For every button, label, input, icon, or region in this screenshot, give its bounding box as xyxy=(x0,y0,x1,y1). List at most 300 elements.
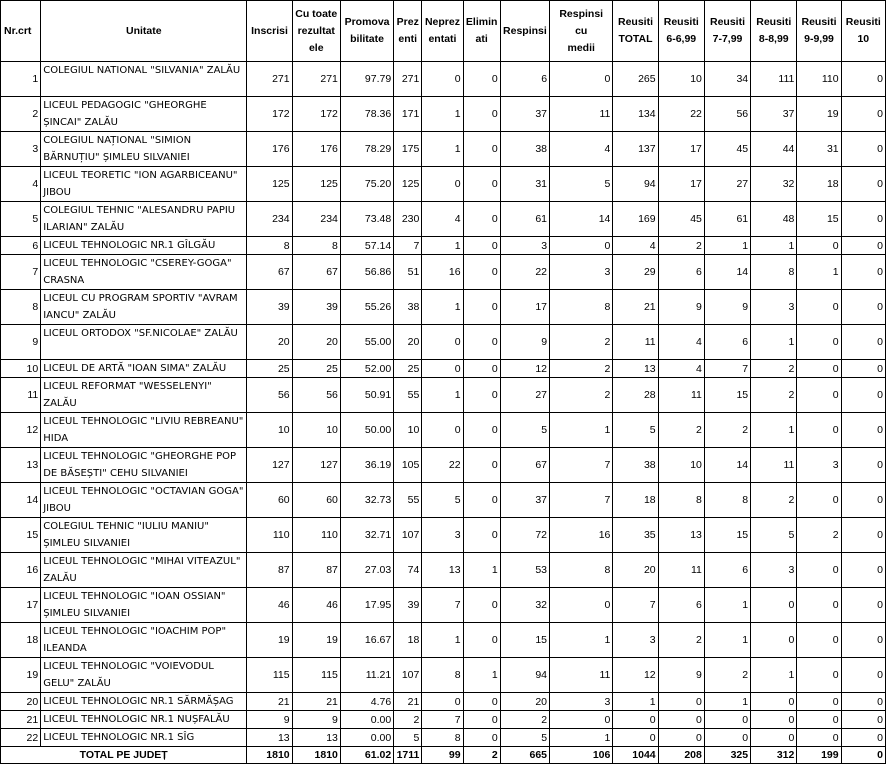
cell-r6: 9 xyxy=(658,290,704,325)
cell-r6: 0 xyxy=(658,729,704,747)
total-prezenti: 1711 xyxy=(394,747,422,764)
cell-r10: 0 xyxy=(841,588,885,623)
cell-r8: 37 xyxy=(751,97,797,132)
cell-r7: 6 xyxy=(704,553,750,588)
cell-eliminati: 0 xyxy=(463,132,500,167)
cell-r8: 1 xyxy=(751,237,797,255)
cell-eliminati: 0 xyxy=(463,413,500,448)
cell-neprezentati: 7 xyxy=(422,588,463,623)
header-unitate: Unitate xyxy=(41,1,247,62)
table-row xyxy=(1,378,886,413)
total-r9: 199 xyxy=(797,747,841,764)
cell-r10: 0 xyxy=(841,255,885,290)
cell-r10: 0 xyxy=(841,448,885,483)
cell-nr: 4 xyxy=(1,167,41,202)
cell-r9: 0 xyxy=(797,588,841,623)
cell-unitate: LICEUL ORTODOX "SF.NICOLAE" ZALĂU xyxy=(41,325,247,360)
cell-respinsi: 61 xyxy=(500,202,549,237)
cell-r6: 2 xyxy=(658,623,704,658)
cell-prezenti: 18 xyxy=(394,623,422,658)
cell-r6: 8 xyxy=(658,483,704,518)
cell-r8: 2 xyxy=(751,378,797,413)
cell-r7: 14 xyxy=(704,448,750,483)
table-row xyxy=(1,202,886,237)
cell-cu-toate: 176 xyxy=(292,132,340,167)
cell-r7: 7 xyxy=(704,360,750,378)
cell-cu-toate: 56 xyxy=(292,378,340,413)
cell-eliminati: 0 xyxy=(463,237,500,255)
cell-r9: 0 xyxy=(797,658,841,693)
table-row xyxy=(1,623,886,658)
cell-cu-toate: 9 xyxy=(292,711,340,729)
cell-r9: 0 xyxy=(797,290,841,325)
cell-respinsi-medii: 2 xyxy=(550,360,613,378)
cell-cu-toate: 21 xyxy=(292,693,340,711)
cell-r6: 0 xyxy=(658,711,704,729)
cell-prezenti: 271 xyxy=(394,62,422,97)
cell-nr: 15 xyxy=(1,518,41,553)
cell-respinsi-medii: 4 xyxy=(550,132,613,167)
header-r6: Reusiti 6-6,99 xyxy=(658,1,704,62)
cell-cu-toate: 13 xyxy=(292,729,340,747)
cell-respinsi: 5 xyxy=(500,413,549,448)
cell-respinsi: 27 xyxy=(500,378,549,413)
cell-r10: 0 xyxy=(841,483,885,518)
cell-eliminati: 0 xyxy=(463,62,500,97)
cell-unitate: LICEUL TEHNOLOGIC "CSEREY-GOGA" CRASNA xyxy=(41,255,247,290)
cell-inscrisi: 39 xyxy=(247,290,292,325)
table-row xyxy=(1,97,886,132)
cell-unitate: LICEUL TEHNOLOGIC NR.1 NUȘFALĂU xyxy=(41,711,247,729)
cell-neprezentati: 1 xyxy=(422,378,463,413)
cell-neprezentati: 1 xyxy=(422,290,463,325)
cell-respinsi: 22 xyxy=(500,255,549,290)
cell-r6: 17 xyxy=(658,167,704,202)
cell-respinsi: 37 xyxy=(500,483,549,518)
cell-cu-toate: 46 xyxy=(292,588,340,623)
cell-r8: 32 xyxy=(751,167,797,202)
cell-respinsi-medii: 0 xyxy=(550,711,613,729)
cell-eliminati: 0 xyxy=(463,588,500,623)
cell-r8: 11 xyxy=(751,448,797,483)
cell-respinsi: 3 xyxy=(500,237,549,255)
cell-prezenti: 55 xyxy=(394,483,422,518)
cell-inscrisi: 115 xyxy=(247,658,292,693)
cell-cu-toate: 87 xyxy=(292,553,340,588)
cell-promovabilitate: 50.91 xyxy=(340,378,393,413)
header-r8: Reusiti 8-8,99 xyxy=(751,1,797,62)
cell-r6: 10 xyxy=(658,62,704,97)
cell-prezenti: 125 xyxy=(394,167,422,202)
cell-promovabilitate: 57.14 xyxy=(340,237,393,255)
header-neprezentati: Neprez entati xyxy=(422,1,463,62)
cell-respinsi-medii: 0 xyxy=(550,237,613,255)
cell-unitate: LICEUL DE ARTĂ "IOAN SIMA" ZALĂU xyxy=(41,360,247,378)
cell-nr: 11 xyxy=(1,378,41,413)
header-promovabilitate: Promova bilitate xyxy=(340,1,393,62)
cell-reusiti-total: 12 xyxy=(613,658,658,693)
cell-respinsi: 37 xyxy=(500,97,549,132)
cell-r6: 6 xyxy=(658,255,704,290)
cell-inscrisi: 8 xyxy=(247,237,292,255)
cell-prezenti: 105 xyxy=(394,448,422,483)
cell-nr: 13 xyxy=(1,448,41,483)
cell-cu-toate: 110 xyxy=(292,518,340,553)
cell-r6: 22 xyxy=(658,97,704,132)
cell-neprezentati: 0 xyxy=(422,693,463,711)
cell-r7: 14 xyxy=(704,255,750,290)
cell-unitate: LICEUL TEHNOLOGIC "VOIEVODUL GELU" ZALĂU xyxy=(41,658,247,693)
cell-nr: 17 xyxy=(1,588,41,623)
cell-nr: 2 xyxy=(1,97,41,132)
cell-r6: 11 xyxy=(658,553,704,588)
cell-r7: 27 xyxy=(704,167,750,202)
cell-r8: 0 xyxy=(751,729,797,747)
cell-respinsi-medii: 2 xyxy=(550,378,613,413)
cell-reusiti-total: 20 xyxy=(613,553,658,588)
cell-nr: 22 xyxy=(1,729,41,747)
cell-r8: 111 xyxy=(751,62,797,97)
cell-nr: 14 xyxy=(1,483,41,518)
cell-cu-toate: 234 xyxy=(292,202,340,237)
cell-reusiti-total: 21 xyxy=(613,290,658,325)
cell-respinsi-medii: 11 xyxy=(550,97,613,132)
cell-neprezentati: 5 xyxy=(422,483,463,518)
cell-prezenti: 7 xyxy=(394,237,422,255)
cell-neprezentati: 1 xyxy=(422,623,463,658)
table-row xyxy=(1,693,886,711)
cell-nr: 21 xyxy=(1,711,41,729)
cell-inscrisi: 60 xyxy=(247,483,292,518)
cell-r7: 61 xyxy=(704,202,750,237)
cell-respinsi-medii: 3 xyxy=(550,255,613,290)
cell-eliminati: 0 xyxy=(463,255,500,290)
total-promovabilitate: 61.02 xyxy=(340,747,393,764)
cell-respinsi-medii: 1 xyxy=(550,729,613,747)
cell-neprezentati: 4 xyxy=(422,202,463,237)
cell-r7: 1 xyxy=(704,623,750,658)
cell-eliminati: 1 xyxy=(463,553,500,588)
cell-neprezentati: 0 xyxy=(422,413,463,448)
cell-r7: 2 xyxy=(704,413,750,448)
table-row xyxy=(1,290,886,325)
cell-respinsi: 67 xyxy=(500,448,549,483)
cell-prezenti: 171 xyxy=(394,97,422,132)
cell-eliminati: 0 xyxy=(463,729,500,747)
cell-reusiti-total: 5 xyxy=(613,413,658,448)
cell-r9: 0 xyxy=(797,693,841,711)
cell-respinsi: 53 xyxy=(500,553,549,588)
cell-neprezentati: 22 xyxy=(422,448,463,483)
cell-prezenti: 20 xyxy=(394,325,422,360)
cell-r9: 0 xyxy=(797,553,841,588)
cell-r7: 1 xyxy=(704,588,750,623)
cell-r9: 0 xyxy=(797,711,841,729)
cell-respinsi-medii: 1 xyxy=(550,413,613,448)
cell-respinsi: 12 xyxy=(500,360,549,378)
cell-prezenti: 2 xyxy=(394,711,422,729)
cell-r6: 13 xyxy=(658,518,704,553)
cell-nr: 6 xyxy=(1,237,41,255)
total-cu-toate: 1810 xyxy=(292,747,340,764)
cell-eliminati: 0 xyxy=(463,167,500,202)
cell-unitate: LICEUL TEHNOLOGIC "OCTAVIAN GOGA" JIBOU xyxy=(41,483,247,518)
cell-prezenti: 51 xyxy=(394,255,422,290)
cell-r9: 0 xyxy=(797,623,841,658)
cell-reusiti-total: 7 xyxy=(613,588,658,623)
cell-inscrisi: 21 xyxy=(247,693,292,711)
table-row xyxy=(1,711,886,729)
cell-prezenti: 10 xyxy=(394,413,422,448)
cell-promovabilitate: 56.86 xyxy=(340,255,393,290)
cell-inscrisi: 271 xyxy=(247,62,292,97)
cell-prezenti: 39 xyxy=(394,588,422,623)
cell-r6: 2 xyxy=(658,413,704,448)
cell-inscrisi: 10 xyxy=(247,413,292,448)
cell-r6: 17 xyxy=(658,132,704,167)
cell-respinsi: 72 xyxy=(500,518,549,553)
cell-r8: 44 xyxy=(751,132,797,167)
table-row xyxy=(1,413,886,448)
cell-inscrisi: 19 xyxy=(247,623,292,658)
cell-nr: 12 xyxy=(1,413,41,448)
cell-r10: 0 xyxy=(841,378,885,413)
cell-r10: 0 xyxy=(841,413,885,448)
cell-r8: 8 xyxy=(751,255,797,290)
cell-r10: 0 xyxy=(841,97,885,132)
cell-cu-toate: 127 xyxy=(292,448,340,483)
cell-r10: 0 xyxy=(841,290,885,325)
cell-promovabilitate: 75.20 xyxy=(340,167,393,202)
cell-cu-toate: 39 xyxy=(292,290,340,325)
cell-unitate: LICEUL REFORMAT "WESSELENYI" ZALĂU xyxy=(41,378,247,413)
cell-nr: 20 xyxy=(1,693,41,711)
cell-respinsi-medii: 0 xyxy=(550,62,613,97)
cell-r9: 0 xyxy=(797,360,841,378)
cell-promovabilitate: 55.26 xyxy=(340,290,393,325)
cell-neprezentati: 16 xyxy=(422,255,463,290)
cell-r9: 31 xyxy=(797,132,841,167)
cell-r6: 2 xyxy=(658,237,704,255)
cell-eliminati: 0 xyxy=(463,97,500,132)
cell-unitate: COLEGIUL NAȚIONAL "SIMION BĂRNUȚIU" ȘIMLEU SILVANIEI xyxy=(41,132,247,167)
cell-r6: 9 xyxy=(658,658,704,693)
cell-r10: 0 xyxy=(841,202,885,237)
cell-inscrisi: 127 xyxy=(247,448,292,483)
cell-reusiti-total: 1 xyxy=(613,693,658,711)
cell-unitate: LICEUL PEDAGOGIC "GHEORGHE ȘINCAI" ZALĂU xyxy=(41,97,247,132)
cell-r10: 0 xyxy=(841,711,885,729)
cell-inscrisi: 172 xyxy=(247,97,292,132)
cell-eliminati: 0 xyxy=(463,202,500,237)
cell-nr: 10 xyxy=(1,360,41,378)
cell-promovabilitate: 16.67 xyxy=(340,623,393,658)
cell-promovabilitate: 32.73 xyxy=(340,483,393,518)
cell-r9: 0 xyxy=(797,325,841,360)
table-body xyxy=(1,62,886,747)
cell-prezenti: 107 xyxy=(394,518,422,553)
total-r7: 325 xyxy=(704,747,750,764)
cell-inscrisi: 9 xyxy=(247,711,292,729)
cell-unitate: LICEUL CU PROGRAM SPORTIV "AVRAM IANCU" ZALĂU xyxy=(41,290,247,325)
header-nr: Nr.crt xyxy=(1,1,41,62)
cell-r9: 18 xyxy=(797,167,841,202)
cell-r8: 0 xyxy=(751,588,797,623)
cell-eliminati: 0 xyxy=(463,623,500,658)
cell-promovabilitate: 27.03 xyxy=(340,553,393,588)
cell-reusiti-total: 29 xyxy=(613,255,658,290)
cell-respinsi: 5 xyxy=(500,729,549,747)
cell-respinsi-medii: 8 xyxy=(550,553,613,588)
cell-unitate: COLEGIUL NATIONAL "SILVANIA" ZALĂU xyxy=(41,62,247,97)
cell-nr: 9 xyxy=(1,325,41,360)
cell-respinsi: 32 xyxy=(500,588,549,623)
table-row xyxy=(1,132,886,167)
cell-cu-toate: 172 xyxy=(292,97,340,132)
cell-promovabilitate: 52.00 xyxy=(340,360,393,378)
cell-r7: 6 xyxy=(704,325,750,360)
cell-r6: 4 xyxy=(658,360,704,378)
cell-inscrisi: 125 xyxy=(247,167,292,202)
total-r10: 0 xyxy=(841,747,885,764)
cell-promovabilitate: 78.29 xyxy=(340,132,393,167)
cell-neprezentati: 7 xyxy=(422,711,463,729)
cell-inscrisi: 20 xyxy=(247,325,292,360)
cell-r9: 0 xyxy=(797,729,841,747)
header-r9: Reusiti 9-9,99 xyxy=(797,1,841,62)
cell-cu-toate: 67 xyxy=(292,255,340,290)
cell-reusiti-total: 169 xyxy=(613,202,658,237)
cell-r9: 110 xyxy=(797,62,841,97)
cell-unitate: LICEUL TEHNOLOGIC NR.1 SÎG xyxy=(41,729,247,747)
cell-unitate: LICEUL TEHNOLOGIC "IOAN OSSIAN" ȘIMLEU SILVANIEI xyxy=(41,588,247,623)
cell-r9: 0 xyxy=(797,378,841,413)
cell-inscrisi: 67 xyxy=(247,255,292,290)
cell-r6: 10 xyxy=(658,448,704,483)
cell-reusiti-total: 35 xyxy=(613,518,658,553)
table-row xyxy=(1,658,886,693)
cell-nr: 1 xyxy=(1,62,41,97)
total-r6: 208 xyxy=(658,747,704,764)
header-respinsi-medii: Respinsi cu medii xyxy=(550,1,613,62)
cell-cu-toate: 19 xyxy=(292,623,340,658)
cell-respinsi: 17 xyxy=(500,290,549,325)
cell-inscrisi: 46 xyxy=(247,588,292,623)
cell-nr: 8 xyxy=(1,290,41,325)
total-r8: 312 xyxy=(751,747,797,764)
total-inscrisi: 1810 xyxy=(247,747,292,764)
table-row xyxy=(1,237,886,255)
header-r10: Reusiti 10 xyxy=(841,1,885,62)
table-row xyxy=(1,62,886,97)
cell-nr: 18 xyxy=(1,623,41,658)
cell-unitate: COLEGIUL TEHNIC "IULIU MANIU" ȘIMLEU SILVANIEI xyxy=(41,518,247,553)
cell-r10: 0 xyxy=(841,360,885,378)
cell-eliminati: 0 xyxy=(463,448,500,483)
cell-cu-toate: 125 xyxy=(292,167,340,202)
cell-reusiti-total: 265 xyxy=(613,62,658,97)
cell-inscrisi: 176 xyxy=(247,132,292,167)
cell-reusiti-total: 137 xyxy=(613,132,658,167)
cell-respinsi-medii: 8 xyxy=(550,290,613,325)
cell-unitate: LICEUL TEHNOLOGIC "MIHAI VITEAZUL" ZALĂU xyxy=(41,553,247,588)
cell-reusiti-total: 18 xyxy=(613,483,658,518)
total-neprezentati: 99 xyxy=(422,747,463,764)
cell-respinsi-medii: 0 xyxy=(550,588,613,623)
cell-nr: 3 xyxy=(1,132,41,167)
cell-respinsi-medii: 1 xyxy=(550,623,613,658)
cell-prezenti: 5 xyxy=(394,729,422,747)
cell-neprezentati: 13 xyxy=(422,553,463,588)
cell-r10: 0 xyxy=(841,658,885,693)
cell-promovabilitate: 97.79 xyxy=(340,62,393,97)
cell-reusiti-total: 0 xyxy=(613,729,658,747)
cell-r8: 0 xyxy=(751,623,797,658)
table-row xyxy=(1,483,886,518)
cell-prezenti: 230 xyxy=(394,202,422,237)
table-row xyxy=(1,553,886,588)
header-respinsi: Respinsi xyxy=(500,1,549,62)
cell-promovabilitate: 73.48 xyxy=(340,202,393,237)
cell-neprezentati: 8 xyxy=(422,658,463,693)
cell-promovabilitate: 0.00 xyxy=(340,711,393,729)
cell-r8: 3 xyxy=(751,290,797,325)
table-row xyxy=(1,518,886,553)
cell-respinsi-medii: 14 xyxy=(550,202,613,237)
header-row xyxy=(1,1,886,62)
cell-inscrisi: 87 xyxy=(247,553,292,588)
cell-neprezentati: 3 xyxy=(422,518,463,553)
total-eliminati: 2 xyxy=(463,747,500,764)
cell-respinsi-medii: 5 xyxy=(550,167,613,202)
cell-r10: 0 xyxy=(841,729,885,747)
header-reusiti-total: Reusiti TOTAL xyxy=(613,1,658,62)
cell-respinsi-medii: 7 xyxy=(550,448,613,483)
cell-r8: 1 xyxy=(751,413,797,448)
cell-promovabilitate: 32.71 xyxy=(340,518,393,553)
cell-r7: 15 xyxy=(704,378,750,413)
cell-respinsi-medii: 11 xyxy=(550,658,613,693)
cell-reusiti-total: 3 xyxy=(613,623,658,658)
cell-r7: 0 xyxy=(704,711,750,729)
cell-prezenti: 107 xyxy=(394,658,422,693)
cell-respinsi: 6 xyxy=(500,62,549,97)
table-row xyxy=(1,588,886,623)
cell-eliminati: 0 xyxy=(463,290,500,325)
total-row xyxy=(1,747,886,764)
cell-promovabilitate: 11.21 xyxy=(340,658,393,693)
cell-neprezentati: 8 xyxy=(422,729,463,747)
header-prezenti: Prez enti xyxy=(394,1,422,62)
cell-unitate: COLEGIUL TEHNIC "ALESANDRU PAPIU ILARIAN" ZALĂU xyxy=(41,202,247,237)
table-row xyxy=(1,448,886,483)
header-eliminati: Elimin ati xyxy=(463,1,500,62)
cell-reusiti-total: 0 xyxy=(613,711,658,729)
table-row xyxy=(1,325,886,360)
cell-prezenti: 25 xyxy=(394,360,422,378)
cell-r10: 0 xyxy=(841,325,885,360)
cell-unitate: LICEUL TEHNOLOGIC "IOACHIM POP" ILEANDA xyxy=(41,623,247,658)
cell-neprezentati: 1 xyxy=(422,132,463,167)
cell-neprezentati: 1 xyxy=(422,97,463,132)
cell-r8: 1 xyxy=(751,658,797,693)
cell-reusiti-total: 4 xyxy=(613,237,658,255)
cell-unitate: LICEUL TEHNOLOGIC "GHEORGHE POP DE BĂSEȘTI" CEHU SILVANIEI xyxy=(41,448,247,483)
cell-r9: 0 xyxy=(797,413,841,448)
cell-eliminati: 0 xyxy=(463,360,500,378)
cell-unitate: LICEUL TEHNOLOGIC "LIVIU REBREANU" HIDA xyxy=(41,413,247,448)
cell-prezenti: 55 xyxy=(394,378,422,413)
